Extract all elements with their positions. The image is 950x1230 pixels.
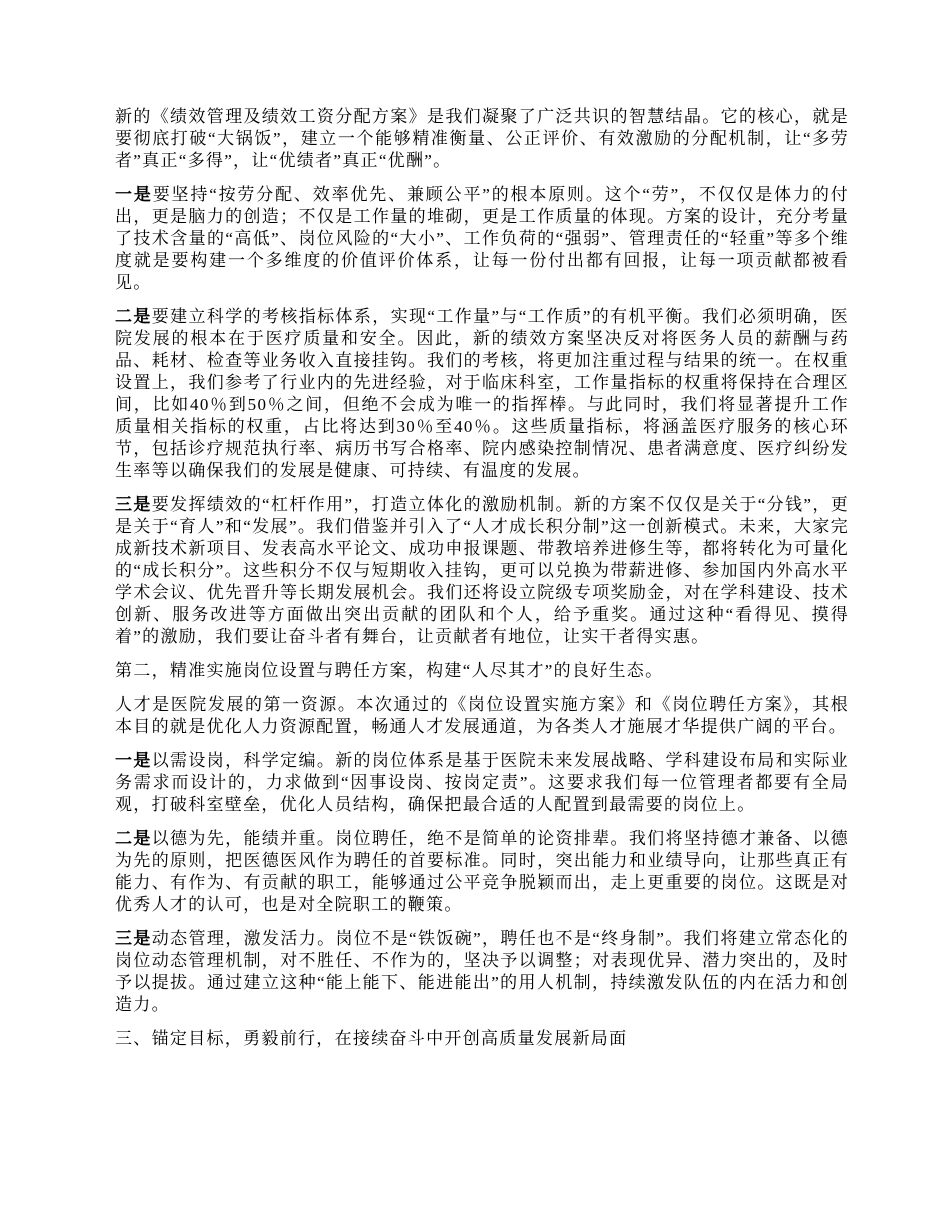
- paragraph-intro: [115, 106, 849, 172]
- paragraph-lead: 二是: [115, 307, 152, 326]
- paragraph-text: 以需设岗，科学定编。新的岗位体系是基于医院未来发展战略、学科建设布局和实际业务需求而设计的，力求做到“因事设岗、按岗定责”。这要求我们每一位管理者都要有全局观，打破科室壁垒，优化人员结构，确保把最合适的人配置到最需要的岗位上。: [115, 751, 849, 814]
- paragraph-point-three: [115, 494, 849, 648]
- paragraph-text: 动态管理，激发活力。岗位不是“铁饭碗”，聘任也不是“终身制”。我们将建立常态化的岗位动态管理机制，对不胜任、不作为的，坚决予以调整；对表现优异、潜力突出的，及时予以提拔。通过建立这种“能上能下、能进能出”的用人机制，持续激发队伍的内在活力和创造力。: [115, 929, 849, 1014]
- section-heading-third: [115, 1028, 849, 1050]
- section-heading-second: [115, 660, 849, 682]
- paragraph-post-point-three: [115, 928, 849, 1016]
- paragraph-point-two: [115, 306, 849, 482]
- paragraph-text: 第二，精准实施岗位设置与聘任方案，构建“人尽其才”的良好生态。: [115, 661, 664, 680]
- document-body: [115, 106, 849, 1062]
- paragraph-text: 要坚持“按劳分配、效率优先、兼顾公平”的根本原则。这个“劳”，不仅仅是体力的付出，更是脑力的创造；不仅是工作量的堆砌，更是工作质量的体现。方案的设计，充分考量了技术含量的“高低”、岗位风险的“大小”、工作负荷的“强弱”、管理责任的“轻重”等多个维度就是要构建一个多维度的价值评价体系，让每一份付出都有回报，让每一项贡献都被看见。: [115, 185, 849, 292]
- paragraph-text: 要建立科学的考核指标体系，实现“工作量”与“工作质”的有机平衡。我们必须明确，医院发展的根本在于医疗质量和安全。因此，新的绩效方案坚决反对将医务人员的薪酬与药品、耗材、检查等业务收入直接挂钩。我们的考核，将更加注重过程与结果的统一。在权重设置上，我们参考了行业内的先进经验，对于临床科室，工作量指标的权重将保持在合理区间，比如40％到50％之间，但绝不会成为唯一的指挥棒。与此同时，我们将显著提升工作质量相关指标的权重，占比将达到30％至40％。这些质量指标，将涵盖医疗服务的核心环节，包括诊疗规范执行率、病历书写合格率、院内感染控制情况、患者满意度、医疗纠纷发生率等以确保我们的发展是健康、可持续、有温度的发展。: [115, 307, 849, 480]
- paragraph-talent-intro: [115, 694, 849, 738]
- paragraph-text: 人才是医院发展的第一资源。本次通过的《岗位设置实施方案》和《岗位聘任方案》，其根本目的就是优化人力资源配置，畅通人才发展通道，为各类人才施展才华提供广阔的平台。: [115, 695, 849, 736]
- paragraph-lead: 一是: [115, 185, 153, 204]
- paragraph-post-point-one: [115, 750, 849, 816]
- paragraph-lead: 一是: [115, 751, 152, 770]
- paragraph-lead: 三是: [115, 929, 152, 948]
- paragraph-text: 新的《绩效管理及绩效工资分配方案》是我们凝聚了广泛共识的智慧结晶。它的核心，就是要彻底打破“大锅饭”，建立一个能够精准衡量、公正评价、有效激励的分配机制，让“多劳者”真正“多得”，让“优绩者”真正“优酬”。: [115, 107, 849, 170]
- paragraph-text: 三、锚定目标，勇毅前行，在接续奋斗中开创高质量发展新局面: [115, 1029, 628, 1048]
- paragraph-lead: 三是: [115, 495, 152, 514]
- paragraph-post-point-two: [115, 828, 849, 916]
- paragraph-text: 以德为先，能绩并重。岗位聘任，绝不是简单的论资排辈。我们将坚持德才兼备、以德为先的原则，把医德医风作为聘任的首要标准。同时，突出能力和业绩导向，让那些真正有能力、有作为、有贡献的职工，能够通过公平竞争脱颖而出，走上更重要的岗位。这既是对优秀人才的认可，也是对全院职工的鞭策。: [115, 829, 849, 914]
- paragraph-lead: 二是: [115, 829, 152, 848]
- paragraph-text: 要发挥绩效的“杠杆作用”，打造立体化的激励机制。新的方案不仅仅是关于“分钱”，更是关于“育人”和“发展”。我们借鉴并引入了“人才成长积分制”这一创新模式。未来，大家完成新技术新项目、发表高水平论文、成功申报课题、带教培养进修生等，都将转化为可量化的“成长积分”。这些积分不仅与短期收入挂钩，更可以兑换为带薪进修、参加国内外高水平学术会议、优先晋升等长期发展机会。我们还将设立院级专项奖励金，对在学科建设、技术创新、服务改进等方面做出突出贡献的团队和个人，给予重奖。通过这种“看得见、摸得着”的激励，我们要让奋斗者有舞台，让贡献者有地位，让实干者得实惠。: [115, 495, 849, 646]
- paragraph-point-one: [115, 184, 849, 294]
